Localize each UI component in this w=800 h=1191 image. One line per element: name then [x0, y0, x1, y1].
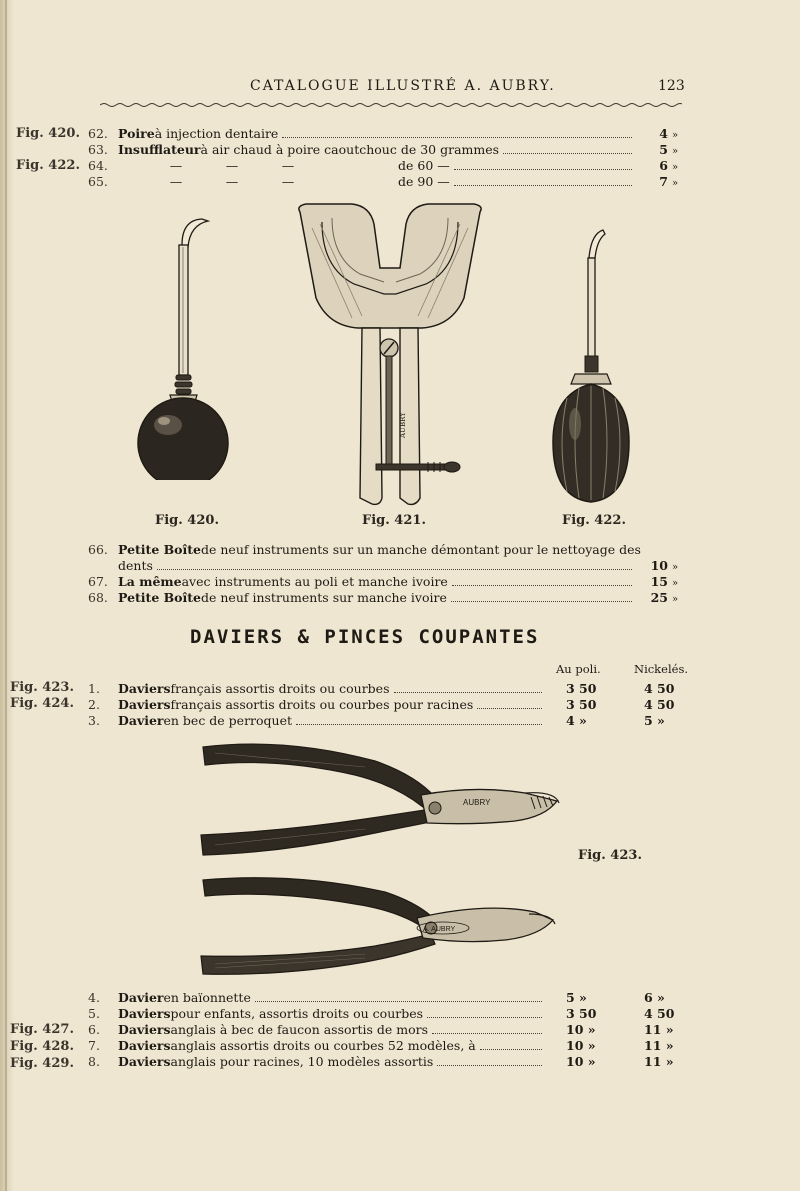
leader-dots	[394, 692, 543, 693]
item-label: Insufflateur	[118, 142, 201, 157]
item-description: de neuf instruments sur manche ivoire	[201, 590, 447, 605]
item-number: 4.	[88, 990, 100, 1005]
insufflator-illustration	[545, 228, 635, 506]
item-number: 66.	[88, 542, 108, 557]
page-number: 123	[658, 78, 685, 94]
page-header-title: CATALOGUE ILLUSTRÉ A. AUBRY.	[250, 78, 556, 94]
price-nickeled: 5 »	[644, 713, 665, 728]
leader-dots	[454, 185, 632, 186]
section-heading: DAVIERS & PINCES COUPANTES	[190, 626, 540, 648]
price-polished: 3 50	[566, 681, 597, 696]
item-description: à air chaud à poire caoutchouc de 30 grammes	[200, 142, 500, 157]
price-currency: »	[672, 578, 679, 589]
price-line	[88, 174, 688, 192]
price-currency: »	[672, 130, 679, 141]
item-number: 67.	[88, 574, 108, 589]
column-header-nickeled: Nickelés.	[634, 662, 688, 676]
item-description: anglais assortis droits ou courbes 52 modèles, à	[170, 1038, 476, 1053]
forceps-illustration-lower	[195, 870, 560, 988]
price-line	[88, 590, 688, 608]
leader-dots	[452, 585, 632, 586]
item-description: à injection dentaire	[154, 126, 279, 141]
leader-dots	[480, 1049, 542, 1050]
price-currency: »	[672, 562, 679, 573]
item-label: Daviers	[118, 697, 171, 712]
item-description: en bec de perroquet	[163, 713, 293, 728]
forceps-illustration-upper	[195, 735, 570, 865]
figure-caption: Fig. 420.	[155, 513, 219, 528]
price-polished: 10 »	[566, 1038, 596, 1053]
price-nickeled: 4 50	[644, 681, 675, 696]
item-number: 65.	[88, 174, 108, 189]
item-description: français assortis droits ou courbes	[170, 681, 390, 696]
item-number: 6.	[88, 1022, 100, 1037]
price-line	[88, 713, 548, 731]
leader-dots	[503, 153, 632, 154]
price-polished: 3 50	[566, 697, 597, 712]
item-label: Daviers	[118, 1038, 171, 1053]
forceps-brand-stamp: AUBRY	[463, 798, 491, 807]
leader-dots	[454, 169, 632, 170]
item-description-continued: dents	[118, 558, 153, 573]
price-polished: 10 »	[566, 1054, 596, 1069]
item-price: 10	[650, 558, 668, 573]
ditto-marks: — — —	[169, 158, 295, 173]
side-fig-ref: Fig. 427.	[10, 1022, 74, 1037]
price-nickeled: 4 50	[644, 1006, 675, 1021]
item-number: 5.	[88, 1006, 100, 1021]
ditto-marks: — — —	[169, 174, 295, 189]
item-number: 8.	[88, 1054, 100, 1069]
item-number: 7.	[88, 1038, 100, 1053]
price-nickeled: 11 »	[644, 1038, 674, 1053]
side-fig-ref: Fig. 424.	[10, 696, 74, 711]
side-fig-ref: Fig. 420.	[16, 126, 80, 141]
header-wavy-rule	[100, 102, 682, 108]
book-spine-shadow	[0, 0, 14, 1191]
leader-dots	[451, 601, 632, 602]
item-label: Poire	[118, 126, 155, 141]
item-description: anglais pour racines, 10 modèles assortis	[170, 1054, 434, 1069]
item-label: Daviers	[118, 681, 171, 696]
item-number: 64.	[88, 158, 108, 173]
item-description: français assortis droits ou courbes pour racines	[170, 697, 474, 712]
leader-dots	[437, 1065, 542, 1066]
price-nickeled: 4 50	[644, 697, 675, 712]
price-polished: 4 »	[566, 713, 587, 728]
item-label: Daviers	[118, 1054, 171, 1069]
item-label: Davier	[118, 990, 164, 1005]
item-description: de neuf instruments sur un manche démontant pour le nettoyage des	[201, 542, 641, 557]
column-header-polished: Au poli.	[556, 662, 601, 676]
price-currency: »	[672, 178, 679, 189]
item-description: avec instruments au poli et manche ivoire	[181, 574, 448, 589]
price-line	[88, 1054, 548, 1072]
item-price: 7	[659, 174, 668, 189]
item-label: Daviers	[118, 1006, 171, 1021]
item-price: 15	[650, 574, 668, 589]
item-price: 4	[659, 126, 668, 141]
item-description: de 90 —	[398, 174, 450, 189]
price-nickeled: 11 »	[644, 1054, 674, 1069]
item-description: de 60 —	[398, 158, 450, 173]
item-description: en baïonnette	[163, 990, 251, 1005]
item-price: 6	[659, 158, 668, 173]
leader-dots	[432, 1033, 542, 1034]
item-price: 5	[659, 142, 668, 157]
item-number: 1.	[88, 681, 100, 696]
item-label: Davier	[118, 713, 164, 728]
item-description: anglais à bec de faucon assortis de mors	[170, 1022, 429, 1037]
item-label: Daviers	[118, 1022, 171, 1037]
price-polished: 3 50	[566, 1006, 597, 1021]
item-number: 3.	[88, 713, 100, 728]
leader-dots	[157, 569, 632, 570]
item-label: Petite Boîte	[118, 542, 201, 557]
side-fig-ref: Fig. 423.	[10, 680, 74, 695]
price-polished: 10 »	[566, 1022, 596, 1037]
price-currency: »	[672, 594, 679, 605]
price-currency: »	[672, 162, 679, 173]
leader-dots	[427, 1017, 542, 1018]
item-number: 2.	[88, 697, 100, 712]
mouth-prop-illustration	[292, 198, 488, 508]
price-nickeled: 6 »	[644, 990, 665, 1005]
item-number: 62.	[88, 126, 108, 141]
side-fig-ref: Fig. 428.	[10, 1039, 74, 1054]
item-label: Petite Boîte	[118, 590, 201, 605]
fig421-maker-stamp: AUBRY	[399, 412, 407, 438]
forceps-brand-stamp: A. AUBRY	[423, 926, 456, 933]
figure-caption: Fig. 421.	[362, 513, 426, 528]
leader-dots	[296, 724, 542, 725]
figure-caption: Fig. 423.	[578, 848, 642, 863]
leader-dots	[477, 708, 542, 709]
figure-caption: Fig. 422.	[562, 513, 626, 528]
leader-dots	[282, 137, 632, 138]
price-polished: 5 »	[566, 990, 587, 1005]
item-description: pour enfants, assortis droits ou courbes	[170, 1006, 424, 1021]
side-fig-ref: Fig. 422.	[16, 158, 80, 173]
item-number: 68.	[88, 590, 108, 605]
bulb-syringe-illustration	[130, 215, 240, 480]
price-currency: »	[672, 146, 679, 157]
item-price: 25	[650, 590, 668, 605]
price-nickeled: 11 »	[644, 1022, 674, 1037]
item-number: 63.	[88, 142, 108, 157]
leader-dots	[255, 1001, 542, 1002]
side-fig-ref: Fig. 429.	[10, 1056, 74, 1071]
item-label: La même	[118, 574, 182, 589]
